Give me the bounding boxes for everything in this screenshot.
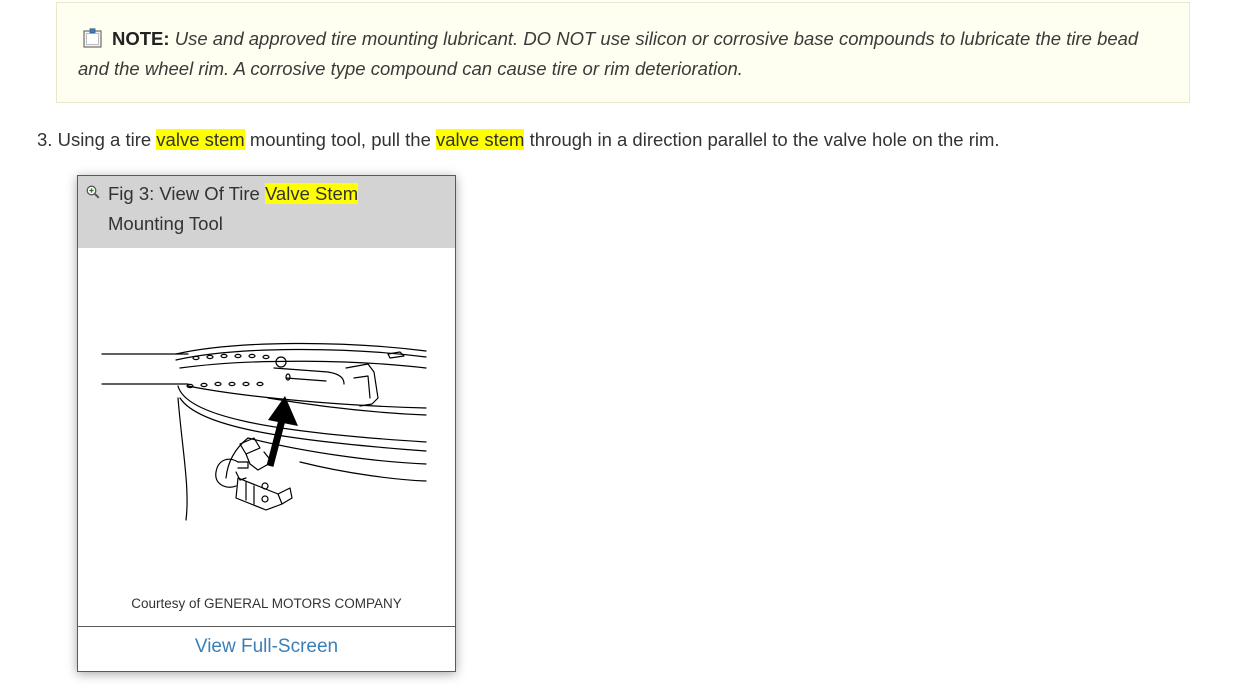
divider xyxy=(78,626,455,627)
figure-credit: Courtesy of GENERAL MOTORS COMPANY xyxy=(131,596,402,611)
zoom-in-icon[interactable] xyxy=(86,185,100,199)
figure-title-prefix: Fig 3: View Of Tire xyxy=(108,183,260,204)
note-label: NOTE: xyxy=(112,28,170,49)
search-highlight: valve stem xyxy=(156,129,245,150)
step-text-2: mounting tool, pull the xyxy=(249,129,431,150)
note-text: Use and approved tire mounting lubricant. DO NOT use silicon or corrosive base compounds to lubricate the tire bead and the wheel rim. A corrosive type compound can cause tire or rim deterioration. xyxy=(78,28,1139,79)
step-number: 3. xyxy=(37,129,53,150)
view-full-screen-link[interactable]: View Full-Screen xyxy=(194,636,339,657)
note-box xyxy=(56,2,1190,103)
valve-stem-tool-illustration[interactable] xyxy=(78,248,455,588)
step-text-1: Using a tire xyxy=(57,129,152,150)
figure-header xyxy=(78,176,455,248)
figure-card xyxy=(77,175,456,672)
step-text-3: through in a direction parallel to the valve hole on the rim. xyxy=(529,129,1000,150)
figure-title[interactable] xyxy=(108,179,428,239)
step-3 xyxy=(37,127,1000,153)
search-highlight: Valve Stem xyxy=(264,183,359,204)
note-clipboard-icon xyxy=(83,27,102,47)
search-highlight: valve stem xyxy=(436,129,525,150)
figure-title-suffix: Mounting Tool xyxy=(108,213,223,234)
